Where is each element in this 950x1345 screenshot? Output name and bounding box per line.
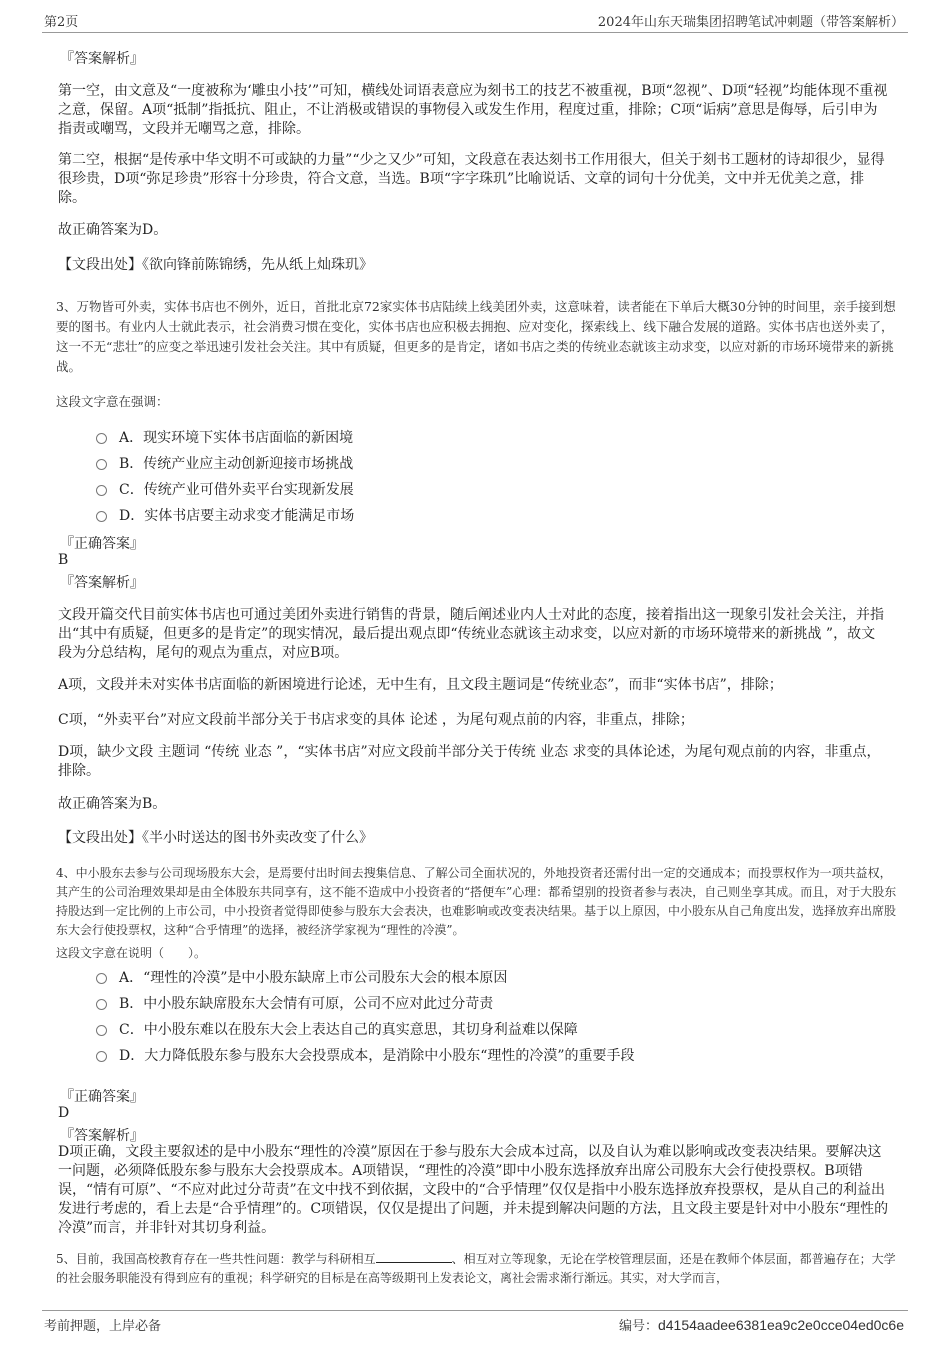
q3-source: 【文段出处】《半小时送达的图书外卖改变了什么》: [58, 830, 373, 846]
q3-analysis-para2: A项，文段并未对实体书店面临的新困境进行论述，无中生有，且文段主题词是“传统业态”，而非“实体书店”，排除；: [58, 677, 783, 693]
radio-icon[interactable]: [96, 511, 107, 522]
answer-blank: [376, 1250, 452, 1263]
q3-option-a[interactable]: A．现实环境下实体书店面临的新困境: [96, 427, 353, 447]
q3-option-d[interactable]: D．实体书店要主动求变才能满足市场: [96, 505, 354, 525]
q2-conclusion: 故正确答案为D。: [58, 222, 168, 238]
q2-source: 【文段出处】《欲向锋前陈锦绣，先从纸上灿珠玑》: [58, 257, 373, 273]
header-rule: [42, 32, 908, 33]
q3-correct-answer: B: [58, 552, 69, 568]
q4-analysis: D项正确，文段主要叙述的是中小股东“理性的冷漠”原因在于参与股东大会成本过高，以及自认为难以影响或改变表决结果。要解决这一问题，必须降低股东参与股东大会投票成本。A项错误，“理性的冷漠”即中小股东选择放弃出席公司股东大会行使投票权。B项错误，“情有可原”、“不应对此过分苛责”在文中找不到依据，文段中的“合乎情理”仅仅是指中小股东选择放弃投票权，是从自己的利益出发进行考虑的，看上去是“合乎情理”的。C项错误，仅仅是提出了问题，并未提到解决问题的方法，且文段主要是针对中小股东“理性的冷漠”而言，并非针对其切身利益。: [58, 1144, 889, 1236]
q4-correct-answer: D: [58, 1105, 70, 1121]
q4-stem: 4、中小股东去参与公司现场股东大会，是焉要付出时间去搜集信息、了解公司全面状况的，外地投资者还需付出一定的交通成本；而投票权作为一项共益权，其产生的公司治理效果却是由全体股东共同享有，这不能不造成中小投资者的“搭便车”心理：都希望别的投资者参与表决，自己则坐享其成。而且，对于大股东持股达到一定比例的上市公司，中小投资者觉得即使参与股东大会表决，也难影响或改变表决结果。基于以上原因，中小股东从自己角度出发，选择放弃出席股东大会行使投票权，这种“合乎情理”的选择，被经济学家视为“理性的冷漠”。: [56, 866, 897, 937]
q4-option-c[interactable]: C．中小股东难以在股东大会上表达自己的真实意思，其切身利益难以保障: [96, 1019, 578, 1039]
q3-analysis-para4: D项，缺少文段 主题词 “传统 业态 ”，“实体书店”对应文段前半部分关于传统 业态 求变的具体论述，为尾句观点前的内容，非重点，排除。: [58, 744, 881, 779]
q4-option-d[interactable]: D．大力降低股东参与股东大会投票成本，是消除中小股东“理性的冷漠”的重要手段: [96, 1045, 635, 1065]
q3-question: 这段文字意在强调：: [56, 394, 169, 409]
radio-icon[interactable]: [96, 459, 107, 470]
radio-icon[interactable]: [96, 1025, 107, 1036]
q5-stem: 5、目前，我国高校教育存在一些共性问题：教学与科研相互 、相互对立等现象，无论在学校管理层面，还是在教师个体层面，都普遍存在；大学的社会服务职能没有得到应有的重视；科学研究的目标是在高等级期刊上发表论文，离社会需求渐行渐远。其实，对大学而言，: [56, 1252, 896, 1285]
q3-stem: 3、万物皆可外卖，实体书店也不例外，近日，首批北京72家实体书店陆续上线美团外卖，这意味着，读者能在下单后大概30分钟的时间里，亲手接到想要的图书。有业内人士就此表示，社会消费习惯在变化，实体书店也应积极去拥抱、应对变化，探索线上、线下融合发展的道路。实体书店也送外卖了，这一不无“悲壮”的应变之举迅速引发社会关注。其中有质疑，但更多的是肯定，诸如书店之类的传统业态就该主动求变，以应对新的市场环境带来的新挑战。: [56, 299, 896, 374]
document-title: 2024年山东天瑞集团招聘笔试冲刺题（带答案解析）: [597, 15, 904, 30]
q2-analysis-label: 『答案解析』: [60, 51, 144, 67]
q3-option-b[interactable]: B．传统产业应主动创新迎接市场挑战: [96, 453, 353, 473]
q3-option-c[interactable]: C．传统产业可借外卖平台实现新发展: [96, 479, 354, 499]
radio-icon[interactable]: [96, 433, 107, 444]
q4-option-b[interactable]: B．中小股东缺席股东大会情有可原，公司不应对此过分苛责: [96, 993, 493, 1013]
footer-rule: [42, 1310, 908, 1311]
radio-icon[interactable]: [96, 1051, 107, 1062]
footer-code: 编号：d4154aadee6381ea9c2e0cce04ed0c6e: [618, 1317, 904, 1334]
q3-analysis-para3: C项，“外卖平台”对应文段前半部分关于书店求变的具体 论述 ，为尾句观点前的内容，非重点，排除；: [58, 712, 694, 728]
q3-conclusion: 故正确答案为B。: [58, 796, 167, 812]
q4-question: 这段文字意在说明（ ）。: [56, 946, 207, 960]
q2-analysis-para2: 第二空，根据“是传承中华文明不可或缺的力量”“少之又少”可知，文段意在表达刻书工作用很大，但关于刻书工题材的诗却很少，显得很珍贵，D项“弥足珍贵”形容十分珍贵，符合文意，当选。B项“字字珠玑”比喻说话、文章的词句十分优美，文中并无优美之意，排除。: [58, 152, 885, 206]
radio-icon[interactable]: [96, 999, 107, 1010]
q4-analysis-label: 『答案解析』: [60, 1128, 144, 1144]
q3-analysis-label: 『答案解析』: [60, 575, 144, 591]
q3-analysis-para1: 文段开篇交代目前实体书店也可通过美团外卖进行销售的背景，随后阐述业内人士对此的态度，接着指出这一现象引发社会关注，并指出“其中有质疑，但更多的是肯定”的现实情况，最后提出观点即“传统业态就该主动求变，以应对新的市场环境带来的新挑战 ”，故文段为分总结构，尾句的观点为重点，对应B项。: [58, 607, 884, 661]
footer-slogan: 考前押题，上岸必备: [44, 1319, 162, 1334]
q2-analysis-para1: 第一空，由文意及“一度被称为‘雕虫小技’”可知，横线处词语表意应为刻书工的技艺不被重视，B项“忽视”、D项“轻视”均能体现不重视之意，保留。A项“抵制”指抵抗、阻止，不让消极或错误的事物侵入或发生作用，程度过重，排除；C项“诟病”意思是侮辱，后引申为指责或嘲骂，文段并无嘲骂之意，排除。: [58, 83, 888, 137]
q4-option-a[interactable]: A．“理性的冷漠”是中小股东缺席上市公司股东大会的根本原因: [96, 967, 507, 987]
q4-correct-label: 『正确答案』: [60, 1089, 144, 1105]
page-number: 第2页: [44, 15, 79, 30]
radio-icon[interactable]: [96, 485, 107, 496]
q3-correct-label: 『正确答案』: [60, 536, 144, 552]
radio-icon[interactable]: [96, 973, 107, 984]
